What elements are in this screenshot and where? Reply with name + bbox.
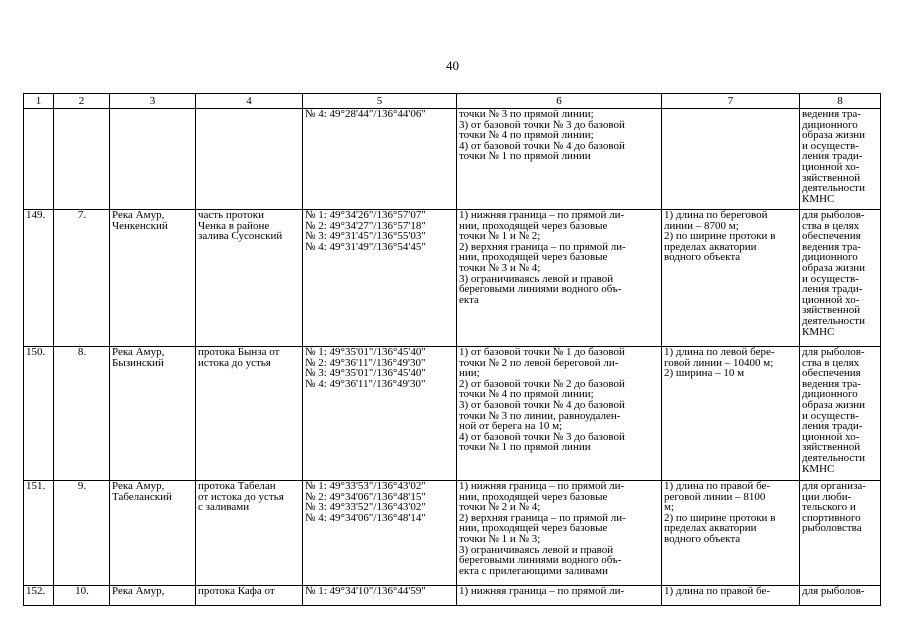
boundary-description: 1) нижняя граница – по прямой ли- нии, проходящей через базовые точки № 1 и № 2; 2) верхняя граница – по прямой ли- нии, проходящей через базовые точки № 3 и № 4; 3) ограничиваясь левой и правой береговыми линиями водного объ- екта	[457, 210, 662, 347]
boundary-description: 1) от базовой точки № 1 до базовой точки № 2 по левой береговой ли- нии; 2) от базовой точки № 2 до базовой точки № 4 по прямой линии; 3) от базовой точки № 4 до базовой точки № 3 по линии, равноудален- ной от берега на 10 м; 4) от базовой точки № 3 до базовой точки № 1 по прямой линии	[457, 347, 662, 481]
water-body: Река Амур, Ченкенский	[110, 210, 196, 347]
area-name: протока Бынза от истока до устья	[196, 347, 303, 481]
header-row	[24, 94, 881, 109]
purpose: ведения тра- диционного образа жизни и осуществ- ления тради- ционной хо- зяйственной деятельности КМНС	[800, 109, 881, 210]
area-name: протока Кафа от	[196, 586, 303, 606]
area-name	[196, 109, 303, 210]
header-col-6: 6	[457, 94, 662, 109]
row-number: 152.	[24, 586, 54, 606]
page-number: 40	[446, 58, 459, 73]
coordinates: № 1: 49°33'53"/136°43'02" № 2: 49°34'06"/136°48'15" № 3: 49°33'52"/136°43'02" № 4: 49°34'06"/136°48'14"	[303, 481, 457, 586]
dimensions: 1) длина по левой бере- говой линии – 10400 м; 2) ширина – 10 м	[662, 347, 800, 481]
header-col-5: 5	[303, 94, 457, 109]
area-name: протока Табелан от истока до устья с заливами	[196, 481, 303, 586]
dimensions: 1) длина по правой бе-	[662, 586, 800, 606]
water-body: Река Амур, Табеланский	[110, 481, 196, 586]
header-col-1: 1	[24, 94, 54, 109]
sub-number: 8.	[54, 347, 110, 481]
sub-number	[54, 109, 110, 210]
table-row	[24, 347, 881, 481]
header-col-7: 7	[662, 94, 800, 109]
coordinates: № 4: 49°28'44"/136°44'06"	[303, 109, 457, 210]
boundary-description: 1) нижняя граница – по прямой ли-	[457, 586, 662, 606]
row-number: 151.	[24, 481, 54, 586]
header-col-8: 8	[800, 94, 881, 109]
coordinates: № 1: 49°34'10"/136°44'59"	[303, 586, 457, 606]
water-body: Река Амур, Бызинский	[110, 347, 196, 481]
table-row	[24, 481, 881, 586]
header-col-4: 4	[196, 94, 303, 109]
table-row	[24, 586, 881, 606]
dimensions	[662, 109, 800, 210]
sub-number: 9.	[54, 481, 110, 586]
fishing-areas-table	[23, 93, 881, 606]
purpose: для организа- ции люби- тельского и спортивного рыболовства	[800, 481, 881, 586]
water-body	[110, 109, 196, 210]
purpose: для рыболов- ства в целях обеспечения ведения тра- диционного образа жизни и осуществ- ления тради- ционной хо- зяйственной деятельности КМНС	[800, 210, 881, 347]
coordinates: № 1: 49°35'01"/136°45'40" № 2: 49°36'11"/136°49'30" № 3: 49°35'01"/136°45'40" № 4: 49°36'11"/136°49'30"	[303, 347, 457, 481]
purpose: для рыболов- ства в целях обеспечения ведения тра- диционного образа жизни и осуществ- ления тради- ционной хо- зяйственной деятельности КМНС	[800, 347, 881, 481]
coordinates: № 1: 49°34'26"/136°57'07" № 2: 49°34'27"/136°57'18" № 3: 49°31'45"/136°55'03" № 4: 49°31'49"/136°54'45"	[303, 210, 457, 347]
purpose: для рыболов-	[800, 586, 881, 606]
row-number	[24, 109, 54, 210]
sub-number: 10.	[54, 586, 110, 606]
boundary-description: 1) нижняя граница – по прямой ли- нии, проходящей через базовые точки № 2 и № 4; 2) верхняя граница – по прямой ли- нии, проходящей через базовые точки № 1 и № 3; 3) ограничиваясь левой и правой береговыми линиями водного объ- екта с прилегающими заливами	[457, 481, 662, 586]
table-row	[24, 210, 881, 347]
header-col-2: 2	[54, 94, 110, 109]
water-body: Река Амур,	[110, 586, 196, 606]
boundary-description: точки № 3 по прямой линии; 3) от базовой точки № 3 до базовой точки № 4 по прямой линии; 4) от базовой точки № 4 до базовой точки № 1 по прямой линии	[457, 109, 662, 210]
dimensions: 1) длина по береговой линии – 8700 м; 2) по ширине протоки в пределах акватории водного объекта	[662, 210, 800, 347]
row-number: 150.	[24, 347, 54, 481]
header-col-3: 3	[110, 94, 196, 109]
sub-number: 7.	[54, 210, 110, 347]
dimensions: 1) длина по правой бе- реговой линии – 8100 м; 2) по ширине протоки в пределах акватории водного объекта	[662, 481, 800, 586]
table-row	[24, 109, 881, 210]
row-number: 149.	[24, 210, 54, 347]
area-name: часть протоки Ченка в районе залива Сусонский	[196, 210, 303, 347]
